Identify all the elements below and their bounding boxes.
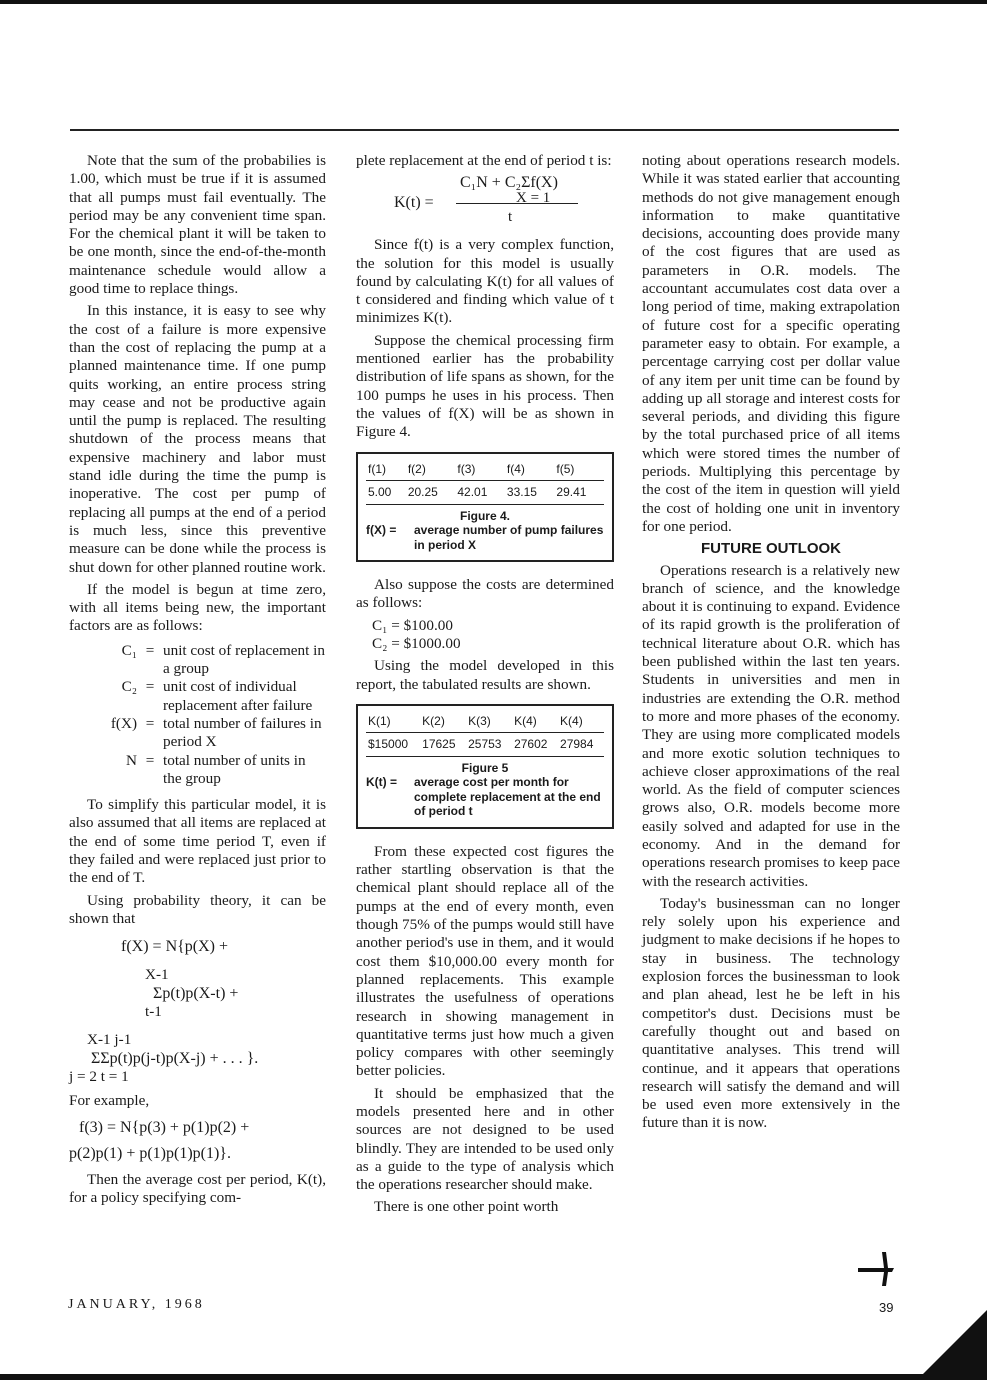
table-cell: 42.01 <box>455 481 505 505</box>
equation-line: Σp(t)p(X-t) + <box>153 984 239 1002</box>
table-header: K(4) <box>512 712 558 733</box>
paragraph: It should be emphasized that the models presented here and in other sources are not designed to be used blindly. They are intended to be used only as a guide to the type of analysis which the operations researcher should make. <box>356 1084 614 1194</box>
paragraph: There is one other point worth <box>374 1198 559 1216</box>
definition-item <box>69 752 326 789</box>
section-heading: FUTURE OUTLOOK <box>701 540 841 558</box>
top-edge-bar <box>0 0 987 4</box>
table-cell: $15000 <box>366 733 420 757</box>
equation-numerator: C₁N + C₂Σf(X) <box>460 174 558 192</box>
figure-definition-term: f(X) = <box>366 523 397 538</box>
table-cell: 5.00 <box>366 481 406 505</box>
definition-desc: unit cost of individual replacement after failure <box>163 678 313 714</box>
definition-item <box>69 642 326 679</box>
table-cell: 20.25 <box>406 481 456 505</box>
paragraph: Today's businessman can no longer rely solely upon his experience and judgment to make decisions if he hopes to stay in business. The technology explosion forces the businessman to look and plan ahead, lest he be left in his competitor's dust. Decisions must be carefully thought out and based on quantitative analyses. This trend will continue, and it appears that operations research will satisfy the demand and will be used even more extensively in the future than it is now. <box>642 894 900 1132</box>
table-header: f(3) <box>455 460 505 481</box>
column-1 <box>69 152 326 1212</box>
definition-item <box>69 678 326 715</box>
bottom-edge-bar <box>0 1374 987 1380</box>
equation-line: ΣΣp(t)p(j-t)p(X-j) + . . . }. <box>91 1049 259 1067</box>
equation-denominator: t <box>508 209 513 226</box>
table-header-row <box>366 712 604 733</box>
figure-4-box <box>356 452 614 563</box>
table-header: f(1) <box>366 460 406 481</box>
equation-line: p(2)p(1) + p(1)p(1)p(1)}. <box>69 1144 231 1162</box>
equation-line: f(3) = N{p(3) + p(1)p(2) + <box>79 1118 250 1136</box>
definition-term: C₂ <box>121 678 137 696</box>
table-cell: 33.15 <box>505 481 555 505</box>
footer-date: JANUARY, 1968 <box>68 1297 205 1312</box>
table-cell: 25753 <box>466 733 512 757</box>
definition-term: f(X) <box>110 714 137 732</box>
table-header-row <box>366 460 604 481</box>
paragraph: Using probability theory, it can be shown that <box>69 891 326 927</box>
table-header: K(3) <box>466 712 512 733</box>
figure-4-table <box>366 460 604 505</box>
header-rule <box>70 129 899 131</box>
figure-definition <box>366 775 604 819</box>
table-cell: 27984 <box>558 733 604 757</box>
equation-limit: X = 1 <box>516 190 551 207</box>
equation-limit: X-1 <box>145 966 169 984</box>
figure-definition-desc: average number of pump failures in period X <box>414 523 604 552</box>
paragraph: Also suppose the costs are determined as follows: <box>356 576 614 612</box>
equation-limit: X-1 j-1 <box>87 1031 132 1049</box>
paragraph: Since f(t) is a very complex function, the solution for this model is usually found by calculating K(t) for all values of t considered and finding which value of t minimizes K(t). <box>356 236 614 327</box>
table-row <box>366 481 604 505</box>
paragraph: Then the average cost per period, K(t), for a policy specifying com- <box>69 1171 326 1207</box>
cost-line: C₂ = $1000.00 <box>372 634 461 652</box>
paragraph: Note that the sum of the probabilies is 1.00, which must be true if it is assumed that all pumps must fail eventually. The period may be any convenient time span. For the chemical plant it will be taken to be one month, since the end-of-the-month maintenance schedule would allow a good time to replace things. <box>69 152 326 298</box>
equation-line: f(X) = N{p(X) + <box>121 938 229 956</box>
table-cell: 29.41 <box>554 481 604 505</box>
column-3 <box>642 152 900 1137</box>
equation-limit: j = 2 t = 1 <box>69 1067 129 1085</box>
table-header: K(1) <box>366 712 420 733</box>
page-number: 39 <box>879 1300 894 1315</box>
end-of-article-icon <box>858 1252 894 1286</box>
cost-line: C₁ = $100.00 <box>372 616 453 634</box>
definition-item <box>69 715 326 752</box>
cost-equation <box>356 174 614 230</box>
paragraph: Suppose the chemical processing firm mentioned earlier has the probability distribution of life spans as shown, for the 100 pumps he uses in his process. Then the values of f(X) will be as shown in Figure 4. <box>356 331 614 441</box>
definition-list <box>69 642 326 788</box>
equals-sign: = <box>145 714 155 732</box>
figure-5-box <box>356 704 614 829</box>
figure-definition-term: K(t) = <box>366 775 397 790</box>
figure-caption: Figure 4. <box>459 508 510 523</box>
paragraph: In this instance, it is easy to see why the cost of a failure is more expensive than the cost of replacing the pump at a planned maintenance time. If one pump quits working, an entire process string may cease and not be productive again until the pump is replaced. The resulting shutdown of the process means that expensive machinery and labor must stand idle during the time the pump is inoperative. The cost per pump of replacing all pumps at the end of a period is much less, since this preventive measure can be done while the process is shut down for other planned routine work. <box>69 302 326 576</box>
equals-sign: = <box>145 751 155 769</box>
figure-caption: Figure 5 <box>461 760 509 775</box>
definition-term: C₁ <box>121 641 137 659</box>
equals-sign: = <box>145 678 155 696</box>
table-cell: 27602 <box>512 733 558 757</box>
equation-limit: t-1 <box>145 1003 162 1021</box>
paragraph: For example, <box>69 1092 150 1110</box>
scan-corner-shadow <box>917 1310 987 1380</box>
paragraph: From these expected cost figures the rather startling observation is that the chemical plant should replace all of the pumps at the end of every month, even though 75% of the pumps would still have another period's use in them, and it would cost them $10,000.00 every month for planned replacements. This example illustrates the usefulness of operations research in showing management in quantitative terms just how much a given policy compares with other seemingly better policies. <box>356 842 614 1080</box>
paragraph: Using the model developed in this report, the tabulated results are shown. <box>356 657 614 693</box>
definition-term: N <box>126 751 137 769</box>
table-header: f(5) <box>554 460 604 481</box>
table-header: K(2) <box>420 712 466 733</box>
column-2 <box>356 152 614 1221</box>
table-header: f(2) <box>406 460 456 481</box>
figure-definition-desc: average cost per month for complete replacement at the end of period t <box>414 775 601 819</box>
paragraph: noting about operations research models. While it was stated earlier that accounting methods do not give management enough information to make quantitative decisions, accounting does provide many of the cost figures that are used as parameters in O.R. models. The accountant accumulates cost data over a long period of time, making extrapolation of future cost for a specific operating parameter easy to obtain. For example, a percentage carrying cost per dollar value of any item per unit time can be found by adding up all storage and interest costs for several periods, and dividing this figure by the total purchased price of all items which were stored times the number of periods. Multiplying this percentage by the cost of the item in question will yield the cost of holding one unit in inventory for one period. <box>642 152 900 535</box>
equation-lhs: K(t) = <box>394 194 434 212</box>
table-header: K(4) <box>558 712 604 733</box>
table-cell: 17625 <box>420 733 466 757</box>
paragraph: plete replacement at the end of period t is: <box>356 152 612 169</box>
paragraph: To simplify this particular model, it is also assumed that all items are replaced at the end of some time period T, even if they failed and were replaced just prior to the end of T. <box>69 796 326 887</box>
figure-definition <box>366 523 604 552</box>
table-header: f(4) <box>505 460 555 481</box>
table-row <box>366 733 604 757</box>
paragraph: Operations research is a relatively new branch of science, and the knowledge about it is continuing to expand. Evidence of its rapid growth is the proliferation of technical literature about O.R. which has been published within the last ten years. Students in universities and men in industries are extending the O.R. method to more and more phases of the economy. They are using more complicated models and more exotic solution techniques to achieve closer approximations of the real world. As the field of computer sciences grows also, O.R. models become more easily solved and adapted for use in the economy. And in the demand for operations research promises to keep pace with the research activities. <box>642 561 900 890</box>
definition-desc: unit cost of replacement in a group <box>163 641 325 678</box>
definition-desc: total number of units in the group <box>163 751 306 787</box>
figure-5-table <box>366 712 604 757</box>
paragraph: If the model is begun at time zero, with all items being new, the important factors are as follows: <box>69 580 326 635</box>
definition-desc: total number of failures in period X <box>163 714 322 751</box>
equals-sign: = <box>145 641 155 659</box>
